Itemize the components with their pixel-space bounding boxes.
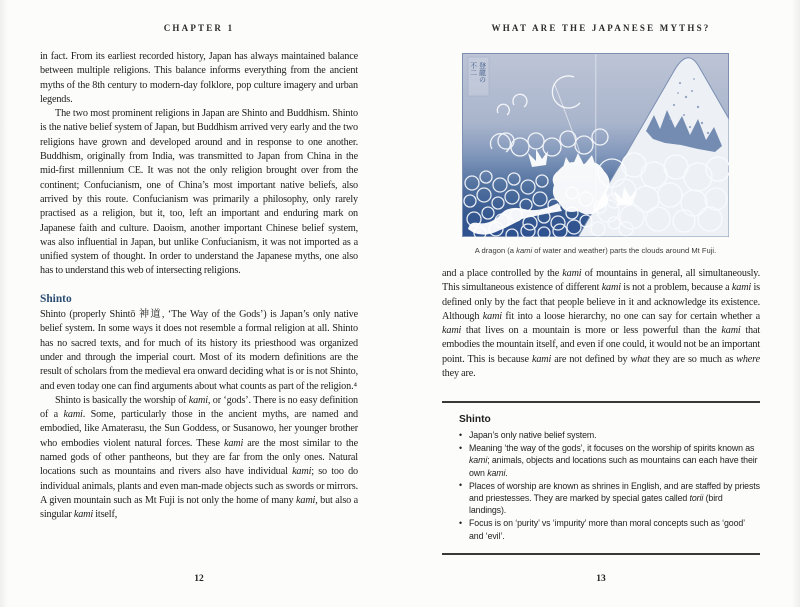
- left-page: [40, 0, 358, 607]
- shinto-summary-box: [442, 401, 760, 555]
- summary-bullet: • Japan’s only native belief system.: [442, 429, 760, 441]
- title-cartouche: [468, 57, 489, 96]
- page-edge-shadow-left: [0, 0, 8, 607]
- paragraph: in fact. From its earliest recorded history, Japan has always maintained balance between multiple religions. This balance informs everything from the ancient myths of the 8th century to modern-day folklore, pop culture imagery and urban legends.: [40, 51, 358, 105]
- summary-bullet: • Meaning ‘the way of the gods’, it focuses on the worship of spirits known as kami; animals, objects and locations such as mountains can each have their own kami.: [442, 442, 760, 479]
- dragon-fuji-print: [462, 53, 729, 237]
- cartouche-column-2: 不二: [469, 62, 478, 76]
- summary-bullet-list: [442, 429, 760, 542]
- page-edge-shadow-right: [792, 0, 800, 607]
- running-head-chapter-title: WHAT ARE THE JAPANESE MYTHS?: [491, 23, 711, 33]
- left-page-body: [40, 50, 358, 523]
- right-page: [442, 0, 760, 607]
- summary-bullet: • Places of worship are known as shrines in English, and are staffed by priests and priestesses. They are marked by special gates called torii (bird landings).: [442, 480, 760, 517]
- paragraph: and a place controlled by the kami of mountains in general, all simultaneously. This simultaneous existence of different kami is not a problem, because a kami is defined only by the fact that people believe in it and acknowledge its existence. Although kami fit into a loose hierarchy, no one can say for certain whether a kami that lives on a mountain is more or less powerful than the kami that embodies the mountain itself, and even if one could, it would not be an important point. This is because kami are not defined by what they are so much as where they are.: [442, 268, 761, 380]
- right-page-body: [442, 267, 760, 381]
- summary-box-title: Shinto: [459, 414, 491, 425]
- paragraph: Shinto (properly Shintō 神道, ‘The Way of the Gods’) is Japan’s only native belief system. In some ways it does not resemble a formal religion at all. Shinto has no sacred texts, and for much of its history its priesthood was organized under and through the imperial court. Most of its modern definitions are the result of scholars from the medieval era onward deciding what is or is not Shinto, and even today one can find arguments about what counts as part of the religion.⁴: [40, 309, 358, 392]
- page-number-left: 12: [194, 574, 204, 584]
- dragon-fuji-figure: [462, 53, 729, 255]
- paragraph: The two most prominent religions in Japan are Shinto and Buddhism. Shinto is the native belief system of Japan, but Buddhism arrived very early and the two religions have grown and developed around and in response to one another. Buddhism, originally from India, was transmitted to Japan from China in the mid-first millennium CE. It was not the only religion brought over from the continent; Confucianism, one of China’s most important native beliefs, also arrived by this route. Confucianism was primarily a philosophy, only rarely practised as a religion, but it, too, left an important and enduring mark on Japanese faith and culture. Daoism, another important Chinese belief system, was also influential in Japan, but unlike Confucianism, it was not imported as a unified system of thought. In order to understand the Japanese myths, one also has to understand this web of intersecting religions.: [40, 108, 358, 277]
- running-head-chapter: CHAPTER 1: [163, 23, 235, 33]
- section-heading-shinto: Shinto: [40, 292, 72, 305]
- figure-caption: A dragon (a kami of water and weather) parts the clouds around Mt Fuji.: [474, 246, 717, 255]
- paragraph: Shinto is basically the worship of kami, or ‘gods’. There is no easy definition of a kami. Some, particularly those in the ancient myths, are named and embodied, like Amaterasu, the Sun Goddess, or Susanowo, her younger brother who embodies violent natural forces. These kami are the most similar to the named gods of other pantheons, but they are far from the only ones. Natural locations such as mountains and rivers also have individual kami; so too do individual animals, plants and even man-made objects such as swords or mirrors. A given mountain such as Mt Fuji is not only the home of many kami, but also a singular kami itself,: [40, 394, 358, 521]
- summary-bullet: • Focus is on ‘purity’ vs ‘impurity’ more than moral concepts such as ‘good’ and ‘evil’.: [442, 517, 760, 541]
- cartouche-column-1: 登龍の: [478, 62, 487, 83]
- page-number-right: 13: [596, 574, 606, 584]
